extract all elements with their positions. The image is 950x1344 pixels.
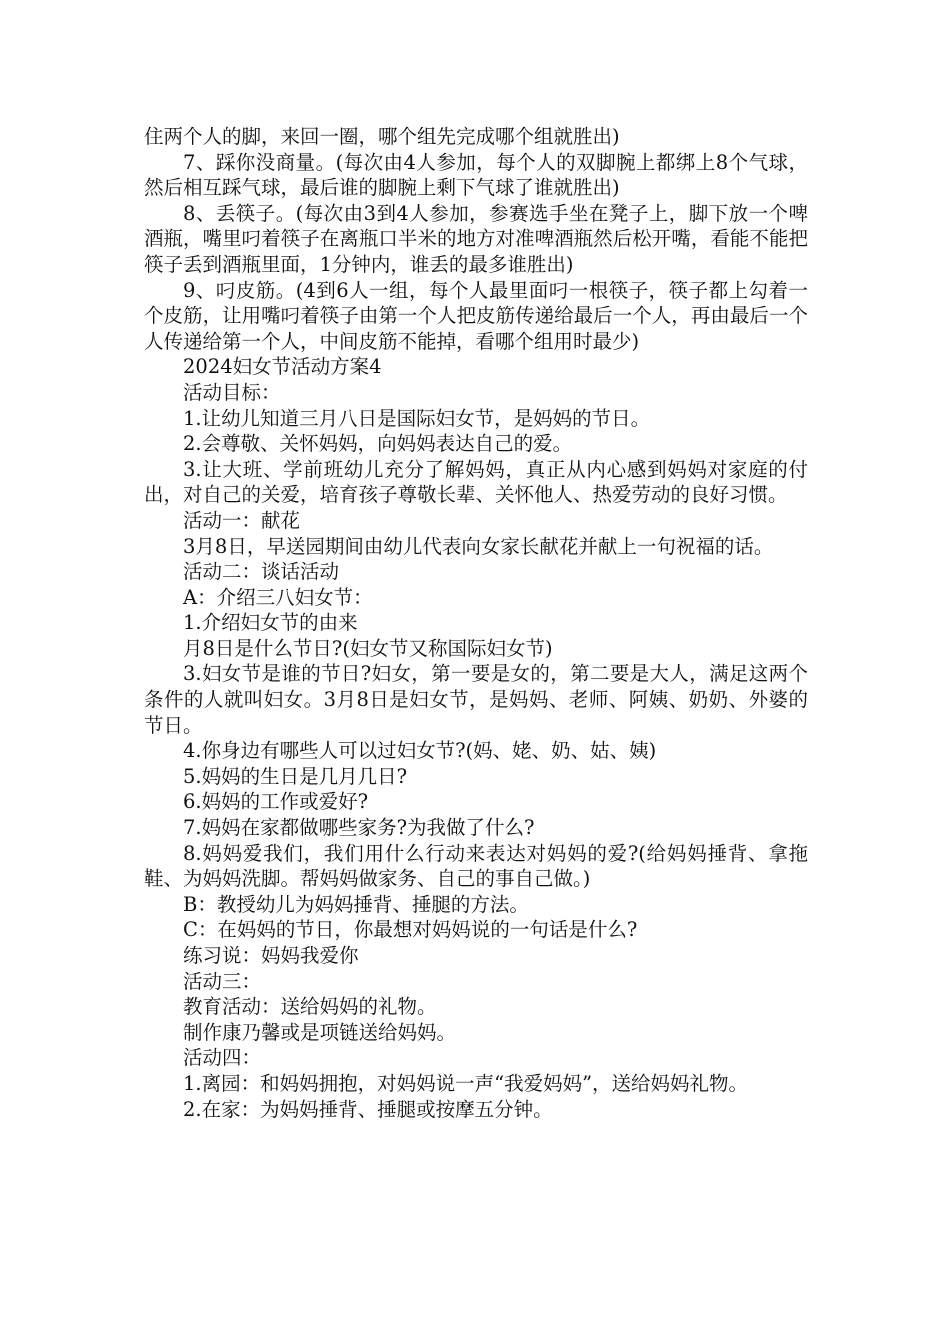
paragraph-27: 制作康乃馨或是项链送给妈妈。 — [183, 1020, 457, 1044]
paragraph-9: 3.让大班、学前班幼儿充分了解妈妈，真正从内心感到妈妈对家庭的付出，对自己的关爱，培育孩子尊敬长辈、关怀他人、热爱劳动的良好习惯。 — [144, 457, 808, 507]
paragraph-23: C：在妈妈的节日，你最想对妈妈说的一句话是什么? — [183, 918, 638, 942]
paragraph-4: 9、叼皮筋。(4到6人一组，每个人最里面叼一根筷子，筷子都上勾着一个皮筋，让用嘴叼着筷子由第一个人把皮筋传递给最后一个人，再由最后一个人传递给第一个人，中间皮筋不能掉，看哪个组用时最少) — [144, 278, 808, 353]
paragraph-25: 活动三： — [183, 969, 262, 993]
paragraph-2: 7、踩你没商量。(每次由4人参加，每个人的双脚腕上都绑上8个气球，然后相互踩气球，最后谁的脚腕上剩下气球了谁就胜出) — [144, 150, 808, 200]
paragraph-17: 4.你身边有哪些人可以过妇女节?(妈、姥、奶、姑、姨) — [183, 739, 657, 763]
paragraph-22: B：教授幼儿为妈妈捶背、捶腿的方法。 — [183, 892, 529, 916]
paragraph-28: 活动四： — [183, 1046, 262, 1070]
paragraph-1: 住两个人的脚，来回一圈，哪个组先完成哪个组就胜出) — [144, 125, 620, 148]
paragraph-19: 6.妈妈的工作或爱好? — [183, 790, 369, 814]
paragraph-11: 3月8日，早送园期间由幼儿代表向女家长献花并献上一句祝福的话。 — [183, 534, 774, 558]
paragraph-12: 活动二：谈话活动 — [183, 560, 340, 584]
paragraph-13: A：介绍三八妇女节： — [183, 585, 373, 609]
paragraph-24: 练习说：妈妈我爱你 — [183, 944, 359, 967]
paragraph-6: 活动目标： — [183, 380, 281, 404]
paragraph-15: 月8日是什么节日?(妇女节又称国际妇女节) — [183, 636, 553, 660]
paragraph-8: 2.会尊敬、关怀妈妈，向妈妈表达自己的爱。 — [183, 432, 573, 456]
paragraph-30: 2.在家：为妈妈捶背、捶腿或按摩五分钟。 — [183, 1097, 553, 1121]
paragraph-18: 5.妈妈的生日是几月几日? — [183, 764, 408, 788]
paragraph-21: 8.妈妈爱我们，我们用什么行动来表达对妈妈的爱?(给妈妈捶背、拿拖鞋、为妈妈洗脚。帮妈妈做家务、自己的事自己做。) — [144, 841, 808, 891]
paragraph-7: 1.让幼儿知道三月八日是国际妇女节，是妈妈的节日。 — [183, 406, 651, 430]
paragraph-3: 8、丢筷子。(每次由3到4人参加，参赛选手坐在凳子上，脚下放一个啤酒瓶，嘴里叼着筷子在离瓶口半米的地方对准啤酒瓶然后松开嘴，看能不能把筷子丢到酒瓶里面，1分钟内，谁丢的最多谁胜出) — [144, 201, 808, 276]
section-heading: 2024妇女节活动方案4 — [183, 355, 382, 379]
paragraph-26: 教育活动：送给妈妈的礼物。 — [183, 995, 437, 1019]
paragraph-10: 活动一：献花 — [183, 508, 301, 532]
paragraph-29: 1.离园：和妈妈拥抱，对妈妈说一声“我爱妈妈”，送给妈妈礼物。 — [183, 1071, 749, 1095]
paragraph-16: 3.妇女节是谁的节日?妇女，第一要是女的，第二要是大人，满足这两个条件的人就叫妇女。3月8日是妇女节，是妈妈、老师、阿姨、奶奶、外婆的节日。 — [144, 662, 808, 737]
paragraph-14: 1.介绍妇女节的由来 — [183, 611, 358, 635]
paragraph-20: 7.妈妈在家都做哪些家务?为我做了什么? — [183, 816, 535, 840]
document-body — [144, 124, 808, 1122]
